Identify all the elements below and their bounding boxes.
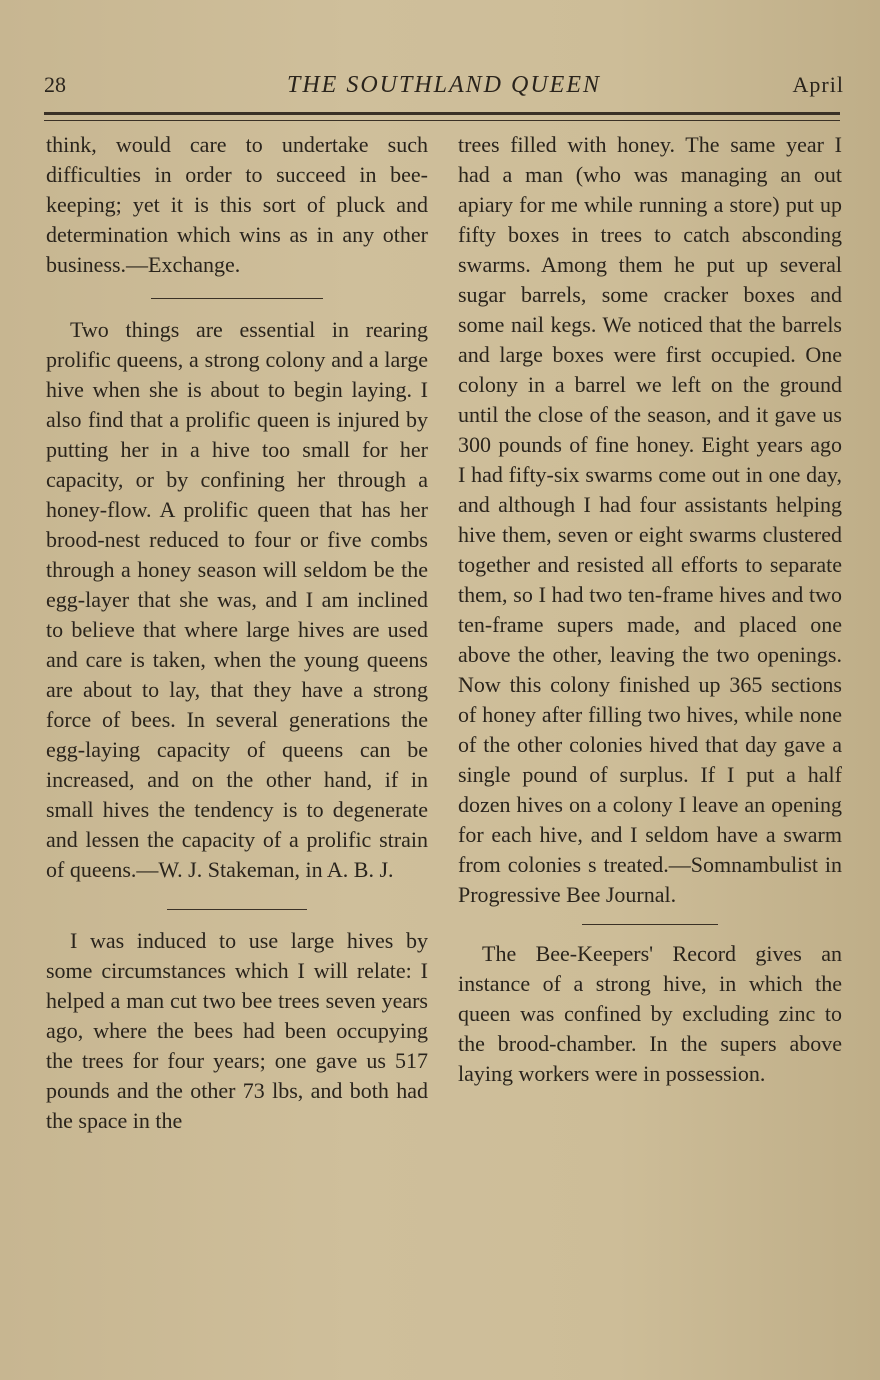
section-divider bbox=[151, 298, 323, 299]
right-paragraph-2: The Bee-Keepers' Record gives an instance of a strong hive, in which the queen was confined by excluding zinc to the brood-chamber. In the supers above laying workers were in possession. bbox=[458, 941, 842, 1086]
left-column bbox=[46, 130, 428, 1136]
header-rule-thin bbox=[44, 120, 840, 121]
issue-month: April bbox=[792, 72, 844, 97]
left-paragraph-3: I was induced to use large hives by some circumstances which I will relate: I helped a man cut two bee trees seven years ago, where the bees had been occupying the trees for four years; one gave us 517 pounds and the other 73 lbs, and both had the space in the bbox=[46, 928, 428, 1133]
left-paragraph-1: think, would care to undertake such difficulties in order to succeed in bee-keeping; yet it is this sort of pluck and determination which wins as in any other business.—Exchange. bbox=[46, 132, 428, 277]
journal-title: THE SOUTHLAND QUEEN bbox=[286, 72, 602, 98]
header-rule-thick bbox=[44, 112, 840, 115]
page-header bbox=[44, 72, 844, 102]
right-paragraph-1: trees filled with honey. The same year I had a man (who was managing an out apiary for me while running a store) put up fifty boxes in trees to catch absconding swarms. Among them he put up several sugar barrels, some cracker boxes and some nail kegs. We noticed that the barrels and large boxes were first occupied. One colony in a barrel we left on the ground until the close of the season, and it gave us 300 pounds of fine honey. Eight years ago I had fifty-six swarms come out in one day, and although I had four assistants helping hive them, seven or eight swarms clustered together and resisted all efforts to separate them, so I had two ten-frame hives and two ten-frame supers made, and placed one above the other, leaving the two openings. Now this colony finished up 365 sections of honey after filling two hives, while none of the other colonies hived that day gave a single pound of surplus. If I put a half dozen hives on a colony I leave an opening for each hive, and I seldom have a swarm from colonies s treated.—Somnambulist in Progressive Bee Journal. bbox=[458, 132, 842, 907]
section-divider bbox=[167, 909, 307, 910]
left-paragraph-2: Two things are essential in rearing prolific queens, a strong colony and a large hive when she is about to begin laying. I also find that a prolific queen is injured by putting her in a hive too small for her capacity, or by confining her through a honey-flow. A prolific queen that has her brood-nest reduced to four or five combs through a honey season will seldom be the egg-layer that she was, and I am inclined to believe that where large hives are used and care is taken, when the young queens are about to lay, that they have a strong force of bees. In several generations the egg-laying capacity of queens can be increased, and on the other hand, if in small hives the tendency is to degenerate and lessen the capacity of a prolific strain of queens.—W. J. Stakeman, in A. B. J. bbox=[46, 317, 428, 882]
page-number: 28 bbox=[44, 72, 66, 97]
section-divider bbox=[582, 924, 718, 925]
right-column bbox=[458, 130, 842, 1089]
